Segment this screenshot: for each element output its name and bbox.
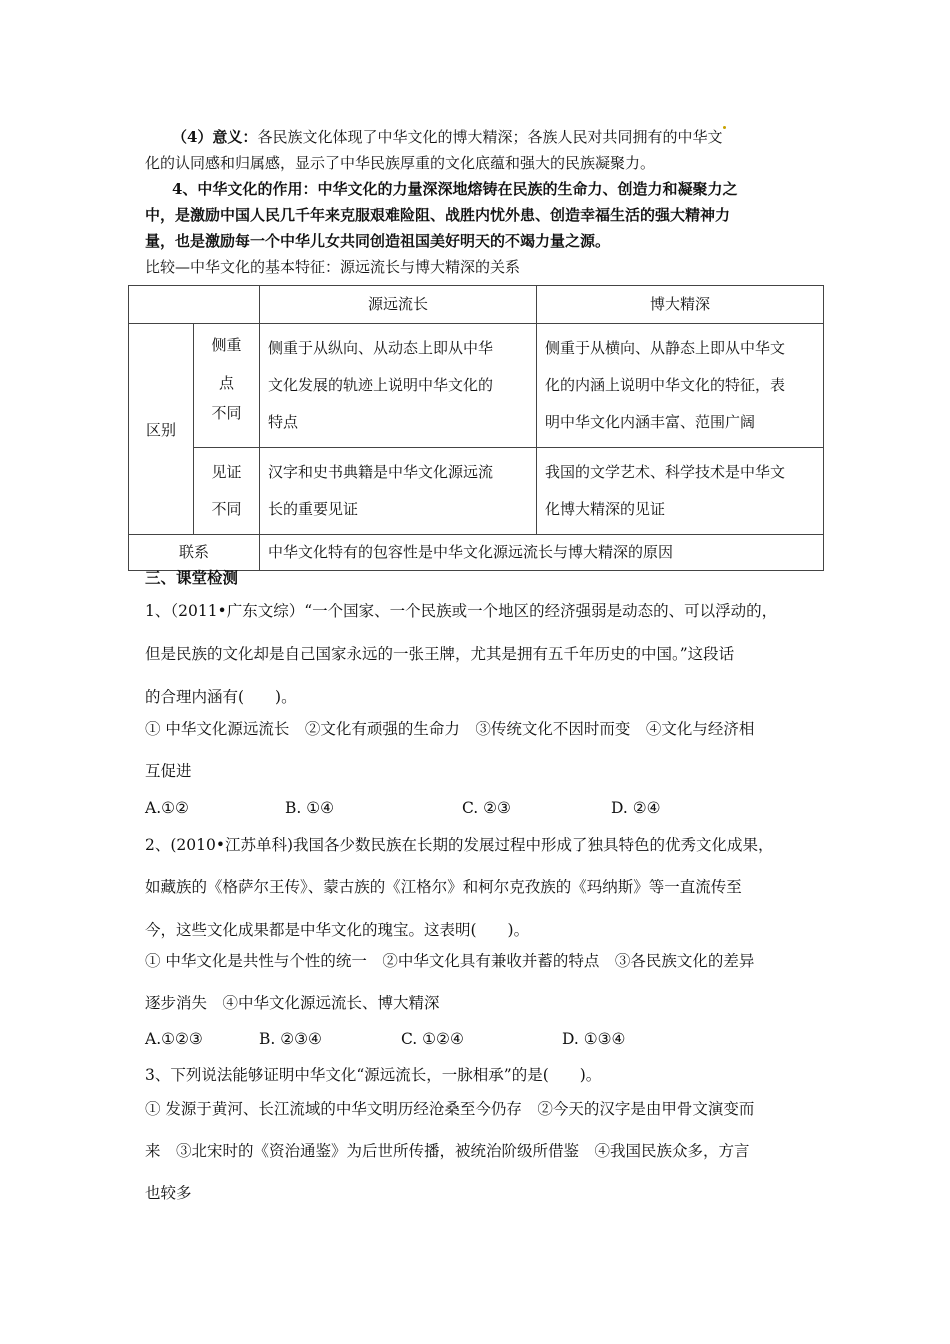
focus-label-2: 点	[218, 374, 234, 392]
witness-a-line-2: 长的重要见证	[268, 500, 359, 518]
q1-option-c: C. ②③	[462, 799, 511, 817]
compare-title: 比较—中华文化的基本特征：源远流长与博大精深的关系	[145, 258, 521, 276]
header-yuanyuan: 源远流长	[367, 295, 428, 313]
q3-line-1: 3、下列说法能够证明中华文化“源远流长，一脉相承”的是( )。	[145, 1066, 602, 1084]
witness-a-line-1: 汉字和史书典籍是中华文化源远流	[268, 463, 494, 481]
header-boda: 博大精深	[649, 295, 710, 313]
q2-line-4: ① 中华文化是共性与个性的统一 ②中华文化具有兼收并蓄的特点 ③各民族文化的差异	[145, 952, 755, 970]
diff-label: 区别	[145, 420, 176, 439]
link-text: 中华文化特有的包容性是中华文化源远流长与博大精深的原因	[268, 543, 674, 561]
focus-label	[194, 324, 259, 430]
section-title: 三、课堂检测	[145, 568, 239, 587]
meaning-label: （4）意义：	[172, 128, 258, 146]
table-row-witness	[129, 448, 824, 535]
q2-line-2: 如藏族的《格萨尔王传》、蒙古族的《江格尔》和柯尔克孜族的《玛纳斯》等一直流传至	[145, 878, 742, 896]
q2-line-3: 今，这些文化成果都是中华文化的瑰宝。这表明( )。	[145, 921, 530, 939]
focus-a-line-2: 文化发展的轨迹上说明中华文化的	[268, 376, 494, 394]
role-line-3: 量，也是激励每一个中华儿女共同创造祖国美好明天的不竭力量之源。	[145, 232, 611, 250]
witness-cell-a	[260, 448, 536, 534]
focus-b-line-2: 化的内涵上说明中华文化的特征，表	[545, 376, 786, 394]
q3-line-3: 来 ③北宋时的《资治通鉴》为后世所传播，被统治阶级所借鉴 ④我国民族众多，方言	[145, 1142, 750, 1160]
q1-option-b: B. ①④	[285, 799, 335, 817]
q3-line-4: 也较多	[145, 1184, 192, 1202]
mark-dot-icon	[723, 126, 726, 129]
link-label: 联系	[178, 543, 209, 561]
table-row-focus	[129, 324, 824, 448]
q1-line-2: 但是民族的文化却是自己国家永远的一张王牌，尤其是拥有五千年历史的中国。”这段话	[145, 645, 735, 663]
focus-b-line-3: 明中华文化内涵丰富、范围广阔	[545, 413, 756, 431]
witness-label	[194, 448, 259, 534]
witness-label-1: 见证	[211, 463, 242, 481]
q2-option-d: D. ①③④	[562, 1030, 626, 1048]
q3-line-2: ① 发源于黄河、长江流域的中华文明历经沧桑至今仍存 ②今天的汉字是由甲骨文演变而	[145, 1100, 755, 1118]
q2-option-c: C. ①②④	[401, 1030, 464, 1048]
meaning-line-2: 化的认同感和归属感，显示了中华民族厚重的文化底蕴和强大的民族凝聚力。	[145, 154, 656, 172]
q1-line-3: 的合理内涵有( )。	[145, 688, 297, 706]
meaning-line-1	[172, 126, 726, 148]
q1-line-4: ① 中华文化源远流长 ②文化有顽强的生命力 ③传统文化不因时而变 ④文化与经济相	[145, 720, 755, 738]
focus-a-line-1: 侧重于从纵向、从动态上即从中华	[268, 339, 494, 357]
witness-b-line-1: 我国的文学艺术、科学技术是中华文	[545, 463, 786, 481]
witness-cell-b	[537, 448, 823, 534]
q2-option-a: A.①②③	[145, 1030, 203, 1048]
comparison-table	[128, 285, 824, 571]
focus-a-line-3: 特点	[268, 413, 299, 431]
q2-line-1: 2、(2010•江苏单科)我国各少数民族在长期的发展过程中形成了独具特色的优秀文化成果，	[145, 836, 774, 854]
role-line-2: 中，是激励中国人民几千年来克服艰难险阻、战胜内忧外患、创造幸福生活的强大精神力	[145, 206, 731, 224]
q1-option-d: D. ②④	[611, 799, 661, 817]
q2-line-5: 逐步消失 ④中华文化源远流长、博大精深	[145, 994, 440, 1012]
focus-cell-b	[537, 324, 823, 447]
q2-option-b: B. ②③④	[259, 1030, 322, 1048]
focus-label-3: 不同	[211, 404, 242, 422]
witness-b-line-2: 化博大精深的见证	[545, 500, 666, 518]
focus-b-line-1: 侧重于从横向、从静态上即从中华文	[545, 339, 786, 357]
focus-label-1: 侧重	[211, 336, 242, 354]
role-line-1: 4、中华文化的作用：中华文化的力量深深地熔铸在民族的生命力、创造力和凝聚力之	[172, 180, 738, 198]
witness-label-2: 不同	[211, 500, 242, 518]
table-header-row	[129, 286, 824, 324]
q1-line-5: 互促进	[145, 762, 192, 780]
q1-option-a: A.①②	[145, 799, 189, 817]
meaning-text: 各民族文化体现了中华文化的博大精深；各族人民对共同拥有的中华文	[257, 128, 723, 146]
q1-line-1: 1、（2011•广东文综）“一个国家、一个民族或一个地区的经济强弱是动态的、可以浮动的，	[145, 602, 778, 620]
focus-cell-a	[260, 324, 536, 447]
